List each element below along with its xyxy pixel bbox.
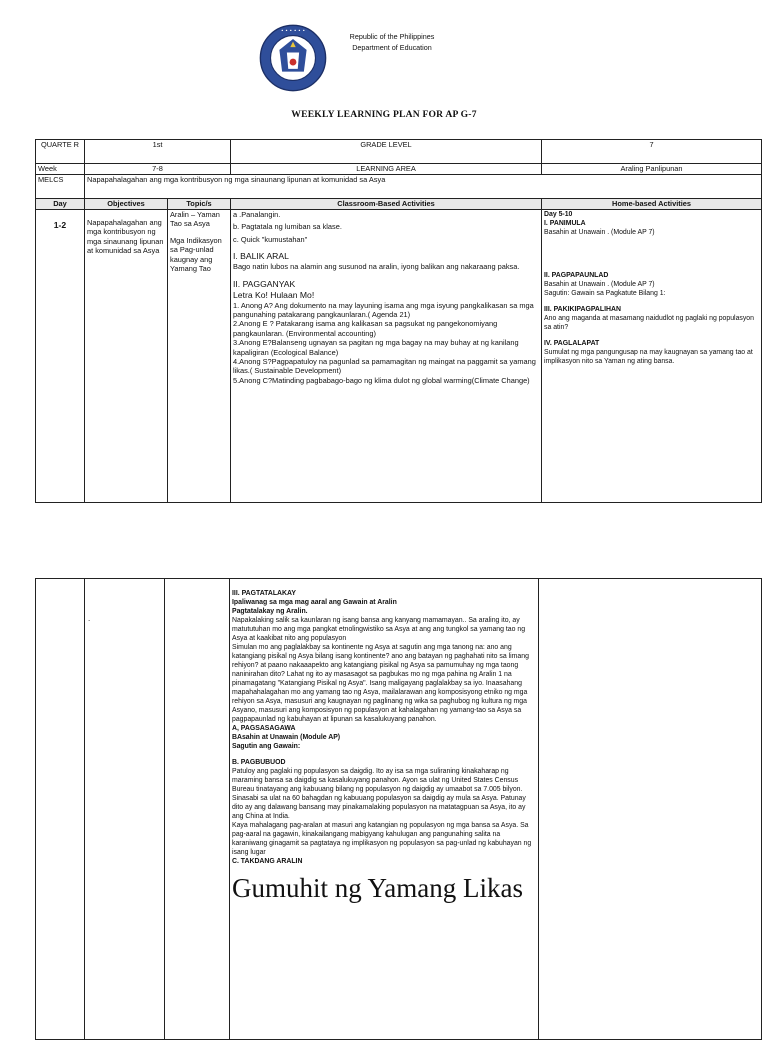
- pagganyak-title: II. PAGGANYAK: [233, 278, 296, 289]
- topic-indikasyon: Mga Indikasyon sa Pag-unlad kaugnay ang Yamang Tao: [170, 235, 222, 274]
- pagtatalakay-sub-2: Pagtatalakay ng Aralin.: [232, 608, 308, 615]
- pagsasagawa-text-1: BAsahin at Unawain (Module AP): [232, 734, 341, 741]
- takdang-aralin-title: C. TAKDANG ARALIN: [232, 858, 303, 865]
- quarter-value: 1st: [85, 140, 231, 164]
- paglalapat-title: IV. PAGLALAPAT: [544, 340, 600, 347]
- quarter-label: QUARTE R: [36, 140, 85, 164]
- learning-plan-table: [35, 139, 762, 503]
- guess-item-1: 1. Anong A? Ang dokumento na may layuning isama ang mga isyung pangkalikasan sa mga pangunahing patakarang pangkaunlaran.( Agenda 21): [233, 300, 534, 320]
- activity-b: b. Pagtatala ng lumiban sa klase.: [233, 222, 342, 232]
- pagtatalakay-paragraph-2: Simulan mo ang paglalakbay sa kontinente ng Asya at sagutin ang mga tanong na: ano ang katangiang pisikal ng Asya bilang isang kontinente? ano ang batayan ng paghahati nito sa limang rehiyon? at paano nakaaapekto ang katangiang pisikal ng Asya sa pamumuhay ng mga taong naninirahan dito? Lahat ng ito ay masasagot sa pagbukas mo ng mga pahina ng Aralin 1 na pinamagatang "Katangiang Pisikal ng Asya". Isang maligayang paglalakbay sa iyo. Inaasahang mapahahalagahan mo ang yamang tao ng Asya, mailalarawan ang komposisyong etniko ng mga rehiyon sa Asya, masusuri ang kaugnayan ng paglinang ng wika sa paghubog ng kultura ng mga Asyano, masusuri ang komposisyon ng populasyon at kahalagahan ng yamang-tao sa Asya sa pagpapaunlad ng kabuhayan at lipunan sa kasalukuyang panahon.: [232, 644, 529, 723]
- pagbubuod-paragraph-2: Kaya mahalagang pag-aralan at masuri ang katangian ng populasyon ng mga bansa sa Asya. Sa pag-aaral na gagawin, kinakailangang mabigyang kahulugan ang pangunahing salita na karaniwang ginagamit sa pagtataya ng implikasyon ng populasyon sa pag-unlad ng kabuhayan ng isang lugar: [232, 822, 532, 856]
- day-cell-continued: [36, 579, 85, 1040]
- week-label: Week: [36, 164, 85, 175]
- topics-cell-continued: [165, 579, 230, 1040]
- week-row: [36, 164, 762, 175]
- grade-level-value: 7: [542, 140, 762, 164]
- plan-row-continued: [36, 579, 762, 1040]
- pagtatalakay-sub-1: Ipaliwanag sa mga mag aaral ang Gawain at Aralin: [232, 599, 397, 606]
- balik-aral-title: I. BALIK ARAL: [233, 251, 289, 262]
- plan-title: WEEKLY LEARNING PLAN FOR AP G-7: [291, 109, 477, 120]
- republic-text: Republic of the Philippines: [349, 32, 435, 41]
- learning-area-label: LEARNING AREA: [231, 164, 542, 175]
- guess-item-5: 5.Anong C?Matinding pagbabago-bago ng klima dulot ng global warming(Climate Change): [233, 375, 530, 385]
- column-header-row: [36, 199, 762, 210]
- learning-area-value: Araling Panlipunan: [542, 164, 762, 175]
- classroom-activities-cell: [231, 210, 542, 503]
- pagbubuod-paragraph-1: Patuloy ang paglaki ng populasyon sa daigdig. Ito ay isa sa mga suliraning kinakaharap ng maraming bansa sa daigdig sa kasalukuyang panahon. Ayon sa ulat ng United States Census Bureau tinatayang ang kabuuang bilang ng populasyon ng daigdig ay umaabot sa 7.005 bilyon. Sinasabi sa ulat na 60 bahagdan ng kabuuang populasyon sa daigdig ay mula sa Asya. Patunay dito ay ang dalawang bansang may pinakamalaking populasyon na matatagpuan sa Asya, ito ay ang China at India.: [232, 768, 526, 820]
- quarter-row: [36, 140, 762, 164]
- pagsasagawa-text-2: Sagutin ang Gawain:: [232, 743, 301, 750]
- day-header: Day: [36, 199, 85, 210]
- guess-item-2: 2.Anong E ? Patakarang isama ang kalikasan sa pagsukat ng pangekonomiyang pangkaunlaran. (Environmental accounting): [233, 319, 498, 338]
- objectives-header: Objectives: [85, 199, 168, 210]
- panimula-text: Basahin at Unawain . (Module AP 7): [544, 229, 655, 236]
- plan-row-1-2: [36, 210, 762, 503]
- day-cell: 1-2: [36, 210, 85, 503]
- activity-a: a .Panalangin.: [233, 210, 281, 219]
- home-day: Day 5-10: [544, 211, 573, 218]
- deped-seal-icon: [259, 24, 327, 92]
- pagpapaunlad-text-1: Basahin at Unawain . (Module AP 7): [544, 281, 655, 288]
- pagsasagawa-title: A, PAGSASAGAWA: [232, 725, 296, 732]
- objectives-cell-continued: [85, 579, 165, 1040]
- topics-header: Topic/s: [168, 199, 231, 210]
- home-activities-continued: [539, 579, 762, 1040]
- melcs-row: [36, 175, 762, 199]
- pagpapaunlad-text-2: Sagutin: Gawain sa Pagkatute Bilang 1:: [544, 290, 666, 297]
- grade-level-label: GRADE LEVEL: [231, 140, 542, 164]
- stray-dot: .: [88, 614, 91, 623]
- pagpapaunlad-title: II. PAGPAPAUNLAD: [544, 272, 609, 279]
- pakikipagpalihan-text: Ano ang maganda at masamang naidudlot ng paglaki ng populasyon sa atin?: [544, 315, 754, 331]
- takdang-aralin-task: Gumuhit ng Yamang Likas: [232, 873, 524, 903]
- melcs-label: MELCS: [36, 175, 85, 199]
- pagtatalakay-title: III. PAGTATALAKAY: [232, 590, 296, 597]
- topic-yaman-tao: Aralin – Yaman Tao sa Asya: [170, 210, 220, 229]
- agency-header: [332, 32, 452, 53]
- classroom-activities-continued: [230, 579, 539, 1040]
- topics-cell: [168, 210, 231, 503]
- guess-item-3: 3.Anong E?Balanseng ugnayan sa pagitan ng mga bagay na may buhay at ng kanilang kapaligiran (Ecological Balance): [233, 338, 519, 357]
- melcs-value: Napapahalagahan ang mga kontribusyon ng mga sinaunang lipunan at komunidad sa Asya: [85, 175, 762, 199]
- pakikipagpalihan-title: III. PAKIKIPAGPALIHAN: [544, 306, 621, 313]
- paglalapat-text: Sumulat ng mga pangungusap na may kaugnayan sa yamang tao at implikasyon nito sa Yaman ng ating bansa.: [544, 349, 753, 365]
- panimula-title: I. PANIMULA: [544, 220, 586, 227]
- classroom-header: Classroom-Based Activities: [231, 199, 542, 210]
- letra-heading: Letra Ko! Hulaan Mo!: [233, 289, 315, 300]
- svg-text:• • • • • •: • • • • • •: [280, 29, 306, 35]
- objectives-cell: Napapahalagahan ang mga kontribusyon ng mga sinaunang lipunan at komunidad sa Asya: [85, 210, 168, 503]
- activity-c: c. Quick "kumustahan": [233, 234, 308, 244]
- home-header: Home-based Activities: [542, 199, 762, 210]
- balik-aral-text: Bago natin lubos na alamin ang susunod na aralin, iyong balikan ang nakaraang paksa.: [233, 262, 520, 272]
- week-value: 7-8: [85, 164, 231, 175]
- pagtatalakay-paragraph-1: Napakalaking salik sa kaunlaran ng isang bansa ang kanyang mamamayan.. Sa araling ito, ay matututuhan mo ang mga pangkat etnolingwistiko sa Asya at ang ang tungkol sa yamang tao ng Asya at kaakibat nito ang populasyon: [232, 617, 526, 642]
- home-activities-cell: [542, 210, 762, 503]
- pagbubuod-title: B. PAGBUBUOD: [232, 759, 286, 766]
- learning-plan-table-continued: [35, 578, 762, 1040]
- department-text: Department of Education: [352, 42, 432, 52]
- guess-item-4: 4.Anong S?Pagpapatuloy na pagunlad sa pamamagitan ng maingat na paggamit sa yamang likas.( Sustainable Development): [233, 357, 536, 376]
